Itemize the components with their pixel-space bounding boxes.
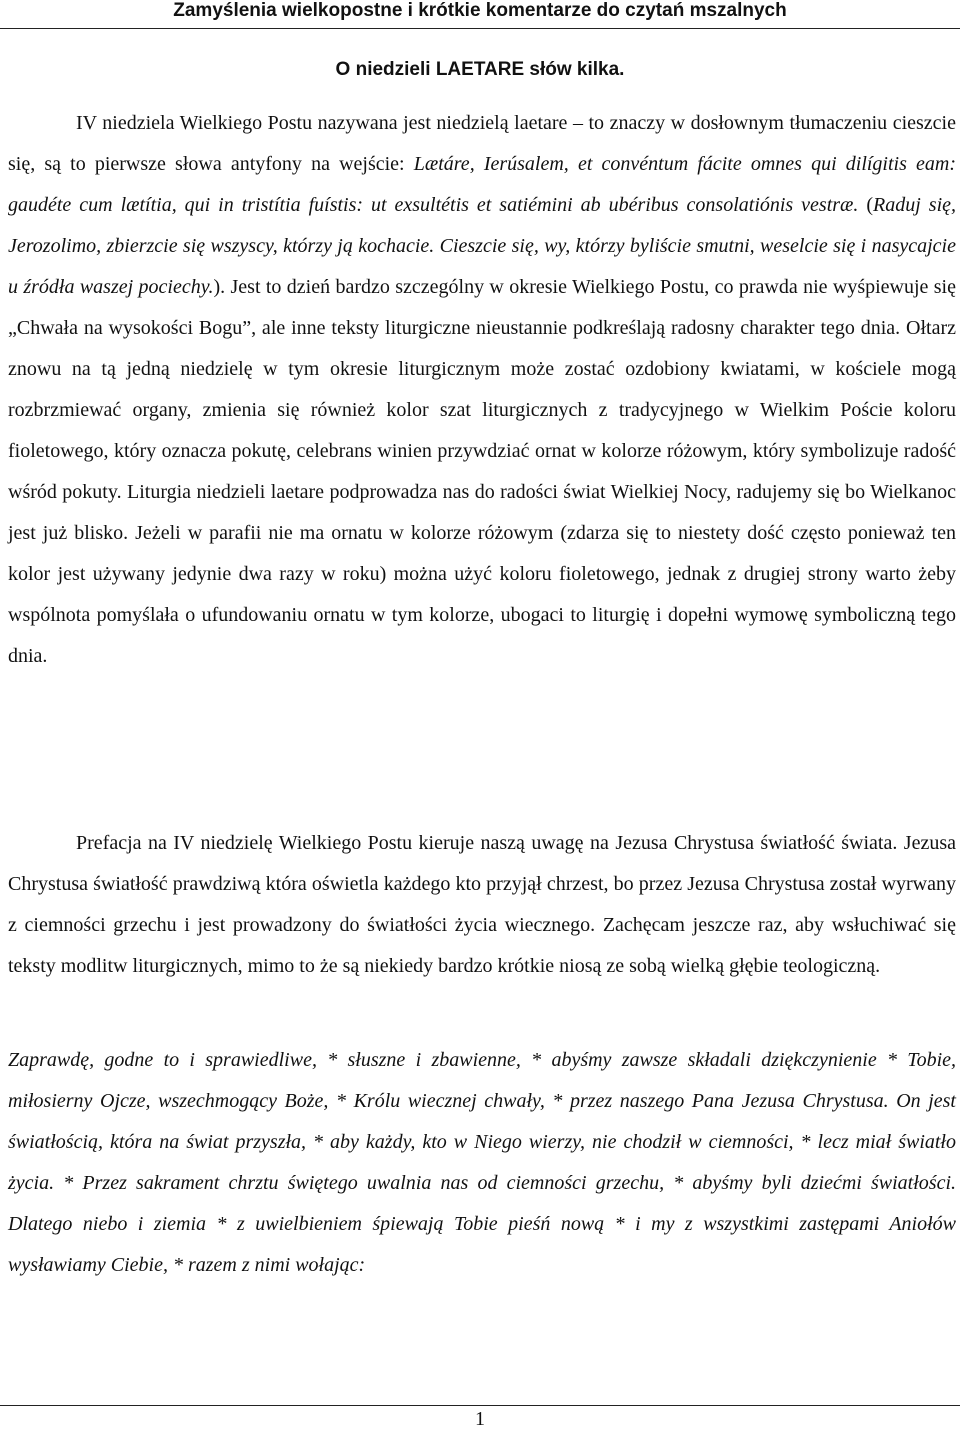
article-title: O niedzieli LAETARE słów kilka. xyxy=(335,59,625,80)
paragraph-text: IV niedziela Wielkiego Postu nazywana jest niedzielą laetare – to znaczy w dosłownym tłumaczeniu cieszcie się, są to pierwsze słowa antyfony na wejście: xyxy=(8,112,956,175)
polish-antiphon: Raduj się, Jerozolimo, zbierzcie się wszyscy, którzy ją kochacie. Cieszcie się, wy, którzy byliście smutni, weselcie się i nasycajcie u źródła waszej pociechy. xyxy=(8,194,957,298)
paragraph-laetare xyxy=(8,103,956,677)
latin-antiphon: Lætáre, Ierúsalem, et convéntum fácite omnes qui dilígitis eam: gaudéte cum lætítia, qui in tristítia fuístis: ut exsultétis et satiémini ab ubéribus consolatiónis vestræ. xyxy=(8,153,956,216)
page-number: 1 xyxy=(475,1408,485,1430)
preface-quote: Zaprawdę, godne to i sprawiedliwe, * słuszne i zbawienne, * abyśmy zawsze składali dziękczynienie * Tobie, miłosierny Ojcze, wszechmogący Boże, * Królu wiecznej chwały, * przez naszego Pana Jezusa Chrystusa. On jest światłością, która na świat przyszła, * aby każdy, kto w Niego wierzy, nie chodził w ciemności, * lecz miał światło życia. * Przez sakrament chrztu świętego uwalnia nas od ciemności grzechu, * abyśmy byli dziećmi światłości. Dlatego niebo i ziemia * z uwielbieniem śpiewają Tobie pieśń nową * i my z wszystkimi zastępami Aniołów wysławiamy Ciebie, * razem z nimi wołając: xyxy=(8,1049,956,1276)
paragraph-text: ( xyxy=(858,194,874,216)
paragraph-preface: Prefacja na IV niedzielę Wielkiego Postu kieruje naszą uwagę na Jezusa Chrystusa światłość świata. Jezusa Chrystusa światłość prawdziwą która oświetla każdego kto przyjął chrzest, bo przez Jezusa Chrystusa został wyrwany z ciemności grzechu i jest prowadzony do światłości życia wiecznego. Zachęcam jeszcze raz, aby wsłuchiwać się teksty modlitw liturgicznych, mimo to że są niekiedy bardzo krótkie niosą ze sobą wielką głębie teologiczną. xyxy=(8,832,956,977)
footer-divider xyxy=(0,1405,960,1406)
running-header: Zamyślenia wielkopostne i krótkie komentarze do czytań mszalnych xyxy=(173,0,787,21)
paragraph-text: ). Jest to dzień bardzo szczególny w okresie Wielkiego Postu, co prawda nie wyśpiewuje się „Chwała na wysokości Bogu”, ale inne teksty liturgiczne nieustannie podkreślają radosny charakter tego dnia. Ołtarz znowu na tą jedną niedzielę w tym okresie liturgicznym może zostać ozdobiony kwiatami, w kościele mogą rozbrzmiewać organy, zmienia się również kolor szat liturgicznych z tradycyjnego w Wielkim Poście koloru fioletowego, który oznacza pokutę, celebrans winien przywdziać ornat w kolorze różowym, który symbolizuje radość wśród pokuty. Liturgia niedzieli laetare podprowadza nas do radości świat Wielkiej Nocy, radujemy się bo Wielkanoc jest już blisko. Jeżeli w parafii nie ma ornatu w kolorze różowym (zdarza się to niestety dość często ponieważ ten kolor jest używany jedynie dwa razy w roku) można użyć koloru fioletowego, jednak z drugiej strony warto żeby wspólnota pomyślała o ufundowaniu ornatu w tym kolorze, ubogaci to liturgię i dopełni wymowę symboliczną tego dnia. xyxy=(8,276,956,667)
header-divider xyxy=(0,28,960,29)
